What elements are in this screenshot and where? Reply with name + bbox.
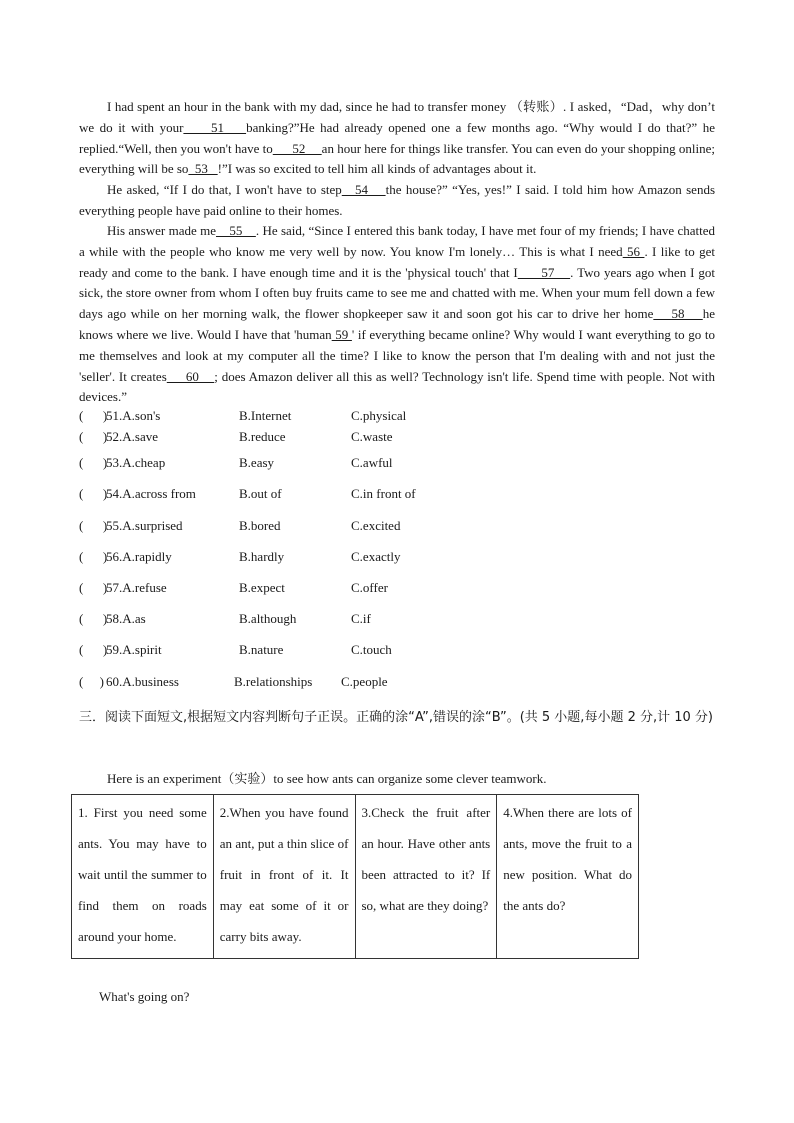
blank-58: 58: [653, 306, 703, 322]
option-c: C.offer: [351, 580, 388, 595]
passage-paragraph-1: [79, 97, 715, 180]
passage-text: !”I was so excited to tell him all kinds of advantages about it.: [217, 161, 537, 177]
passage-text: the house?” “Yes, yes!” I said. I told him how Amazon sends everything people have paid online to their homes.: [79, 182, 716, 218]
question-51: [79, 408, 719, 428]
option-b: B.easy: [239, 455, 275, 470]
passage-text: . He said, “Since I entered this bank today, I have met four of my friends; I have chatted a while with the people who know me very well by now. You know I'm lonely… This is what I need: [79, 223, 716, 259]
passage-text: His answer made me: [107, 223, 216, 238]
passage-text: ' if everything became online? Why would I want everything to go to me themselves and look at my computer all the time? I like to know the person that I'm dealing with and not just the 'seller'. It creates: [79, 326, 715, 384]
answer-bracket[interactable]: ( ): [79, 518, 108, 533]
step-4-cell: 4.When there are lots of ants, move the fruit to a new position. What do the ants do?: [497, 795, 639, 959]
passage-paragraph-2: [79, 180, 715, 222]
option-c: C.people: [341, 674, 388, 689]
option-a: 51.A.son's: [106, 408, 161, 423]
passage-text: I had spent an hour in the bank with my dad, since he had to transfer money （转账）. I asked，“Dad，why don’t we do it with your: [79, 99, 715, 135]
question-59: [79, 642, 719, 662]
option-b: B.hardly: [239, 549, 285, 564]
passage-text: . I like to get ready and come to the bank. I have enough time and it is the 'physical touch' that I: [79, 243, 716, 280]
question-53: [79, 455, 719, 475]
answer-bracket[interactable]: ( ): [79, 580, 108, 595]
answer-bracket[interactable]: ( ): [79, 642, 108, 657]
passage-text: he knows where we live. Would I have that 'human: [79, 306, 716, 342]
option-b: B.nature: [239, 642, 284, 657]
blank-57: 57: [517, 264, 571, 280]
option-c: C.physical: [351, 408, 407, 423]
question-57: [79, 580, 719, 600]
option-b: B.reduce: [239, 429, 286, 444]
answer-bracket[interactable]: ( ): [79, 611, 108, 626]
option-a: 58.A.as: [106, 611, 146, 626]
question-58: [79, 611, 719, 631]
blank-54: 54: [341, 182, 386, 197]
option-c: C.awful: [351, 455, 393, 470]
question-54: [79, 486, 719, 506]
blank-59: 59: [331, 326, 352, 342]
question-55: [79, 518, 719, 538]
answer-bracket[interactable]: ( ): [79, 674, 104, 689]
option-a: 60.A.business: [106, 674, 179, 689]
answer-bracket[interactable]: ( ): [79, 486, 108, 501]
passage-paragraph-3: [79, 221, 715, 408]
passage-text: . Two years ago when I got sick, the store owner from whom I often buy fruits came to see me and chatted with me. When your mum fell down a few days ago while on her morning walk, the flower shopkeeper saw it and soon got his car to drive her home: [79, 264, 716, 322]
answer-bracket[interactable]: ( ): [79, 429, 108, 444]
question-56: [79, 549, 719, 569]
step-3-cell: 3.Check the fruit after an hour. Have other ants been attracted to it? If so, what are they doing?: [355, 795, 497, 959]
question-52: [79, 429, 719, 449]
answer-bracket[interactable]: ( ): [79, 549, 108, 564]
option-b: B.out of: [239, 486, 282, 501]
step-1-cell: 1. First you need some ants. You may have to wait until the summer to find them on roads around your home.: [72, 795, 214, 959]
option-b: B.bored: [239, 518, 281, 533]
blank-55: 55: [215, 223, 256, 238]
option-c: C.excited: [351, 518, 401, 533]
option-a: 59.A.spirit: [106, 642, 162, 657]
blank-53: 53: [188, 161, 218, 177]
passage-text: He asked, “If I do that, I won't have to step: [107, 182, 342, 197]
option-c: C.touch: [351, 642, 392, 657]
answer-bracket[interactable]: ( ): [79, 455, 108, 470]
answer-bracket[interactable]: ( ): [79, 408, 108, 423]
option-b: B.relationships: [234, 674, 313, 689]
option-a: 56.A.rapidly: [106, 549, 172, 564]
option-a: 54.A.across from: [106, 486, 196, 501]
option-c: C.exactly: [351, 549, 401, 564]
passage-text: an hour here for things like transfer. You can even do your shopping online; everything will be so: [79, 140, 715, 177]
whats-going-on-text: What's going on?: [99, 989, 190, 1004]
passage-text: ; does Amazon deliver all this as well? Technology isn't life. Spend time with people. Not with devices.”: [79, 368, 716, 405]
blank-56: 56: [622, 243, 645, 259]
option-a: 55.A.surprised: [106, 518, 183, 533]
option-c: C.if: [351, 611, 371, 626]
experiment-steps-table: [71, 794, 639, 959]
option-b: B.although: [239, 611, 297, 626]
option-c: C.in front of: [351, 486, 416, 501]
passage-text: banking?”He had already opened one a few months ago. “Why would I do that?” he replied.“Well, then you won't have to: [79, 119, 715, 156]
option-c: C.waste: [351, 429, 393, 444]
blank-52: 52: [272, 140, 322, 156]
blank-60: 60: [166, 368, 215, 384]
option-b: B.Internet: [239, 408, 292, 423]
experiment-intro: Here is an experiment（实验）to see how ants can organize some clever teamwork.: [107, 771, 547, 786]
option-a: 57.A.refuse: [106, 580, 167, 595]
option-a: 53.A.cheap: [106, 455, 166, 470]
question-60: [79, 674, 719, 694]
blank-51: 51: [183, 119, 247, 135]
section-3-heading: 三．阅读下面短文,根据短文内容判断句子正误。正确的涂“A”,错误的涂“B”。(共 5 小题,每小题 2 分,计 10 分): [79, 710, 713, 725]
table-row: [72, 795, 639, 959]
option-a: 52.A.save: [106, 429, 158, 444]
option-b: B.expect: [239, 580, 285, 595]
step-2-cell: 2.When you have found an ant, put a thin slice of fruit in front of it. It may eat some of it or carry bits away.: [213, 795, 355, 959]
